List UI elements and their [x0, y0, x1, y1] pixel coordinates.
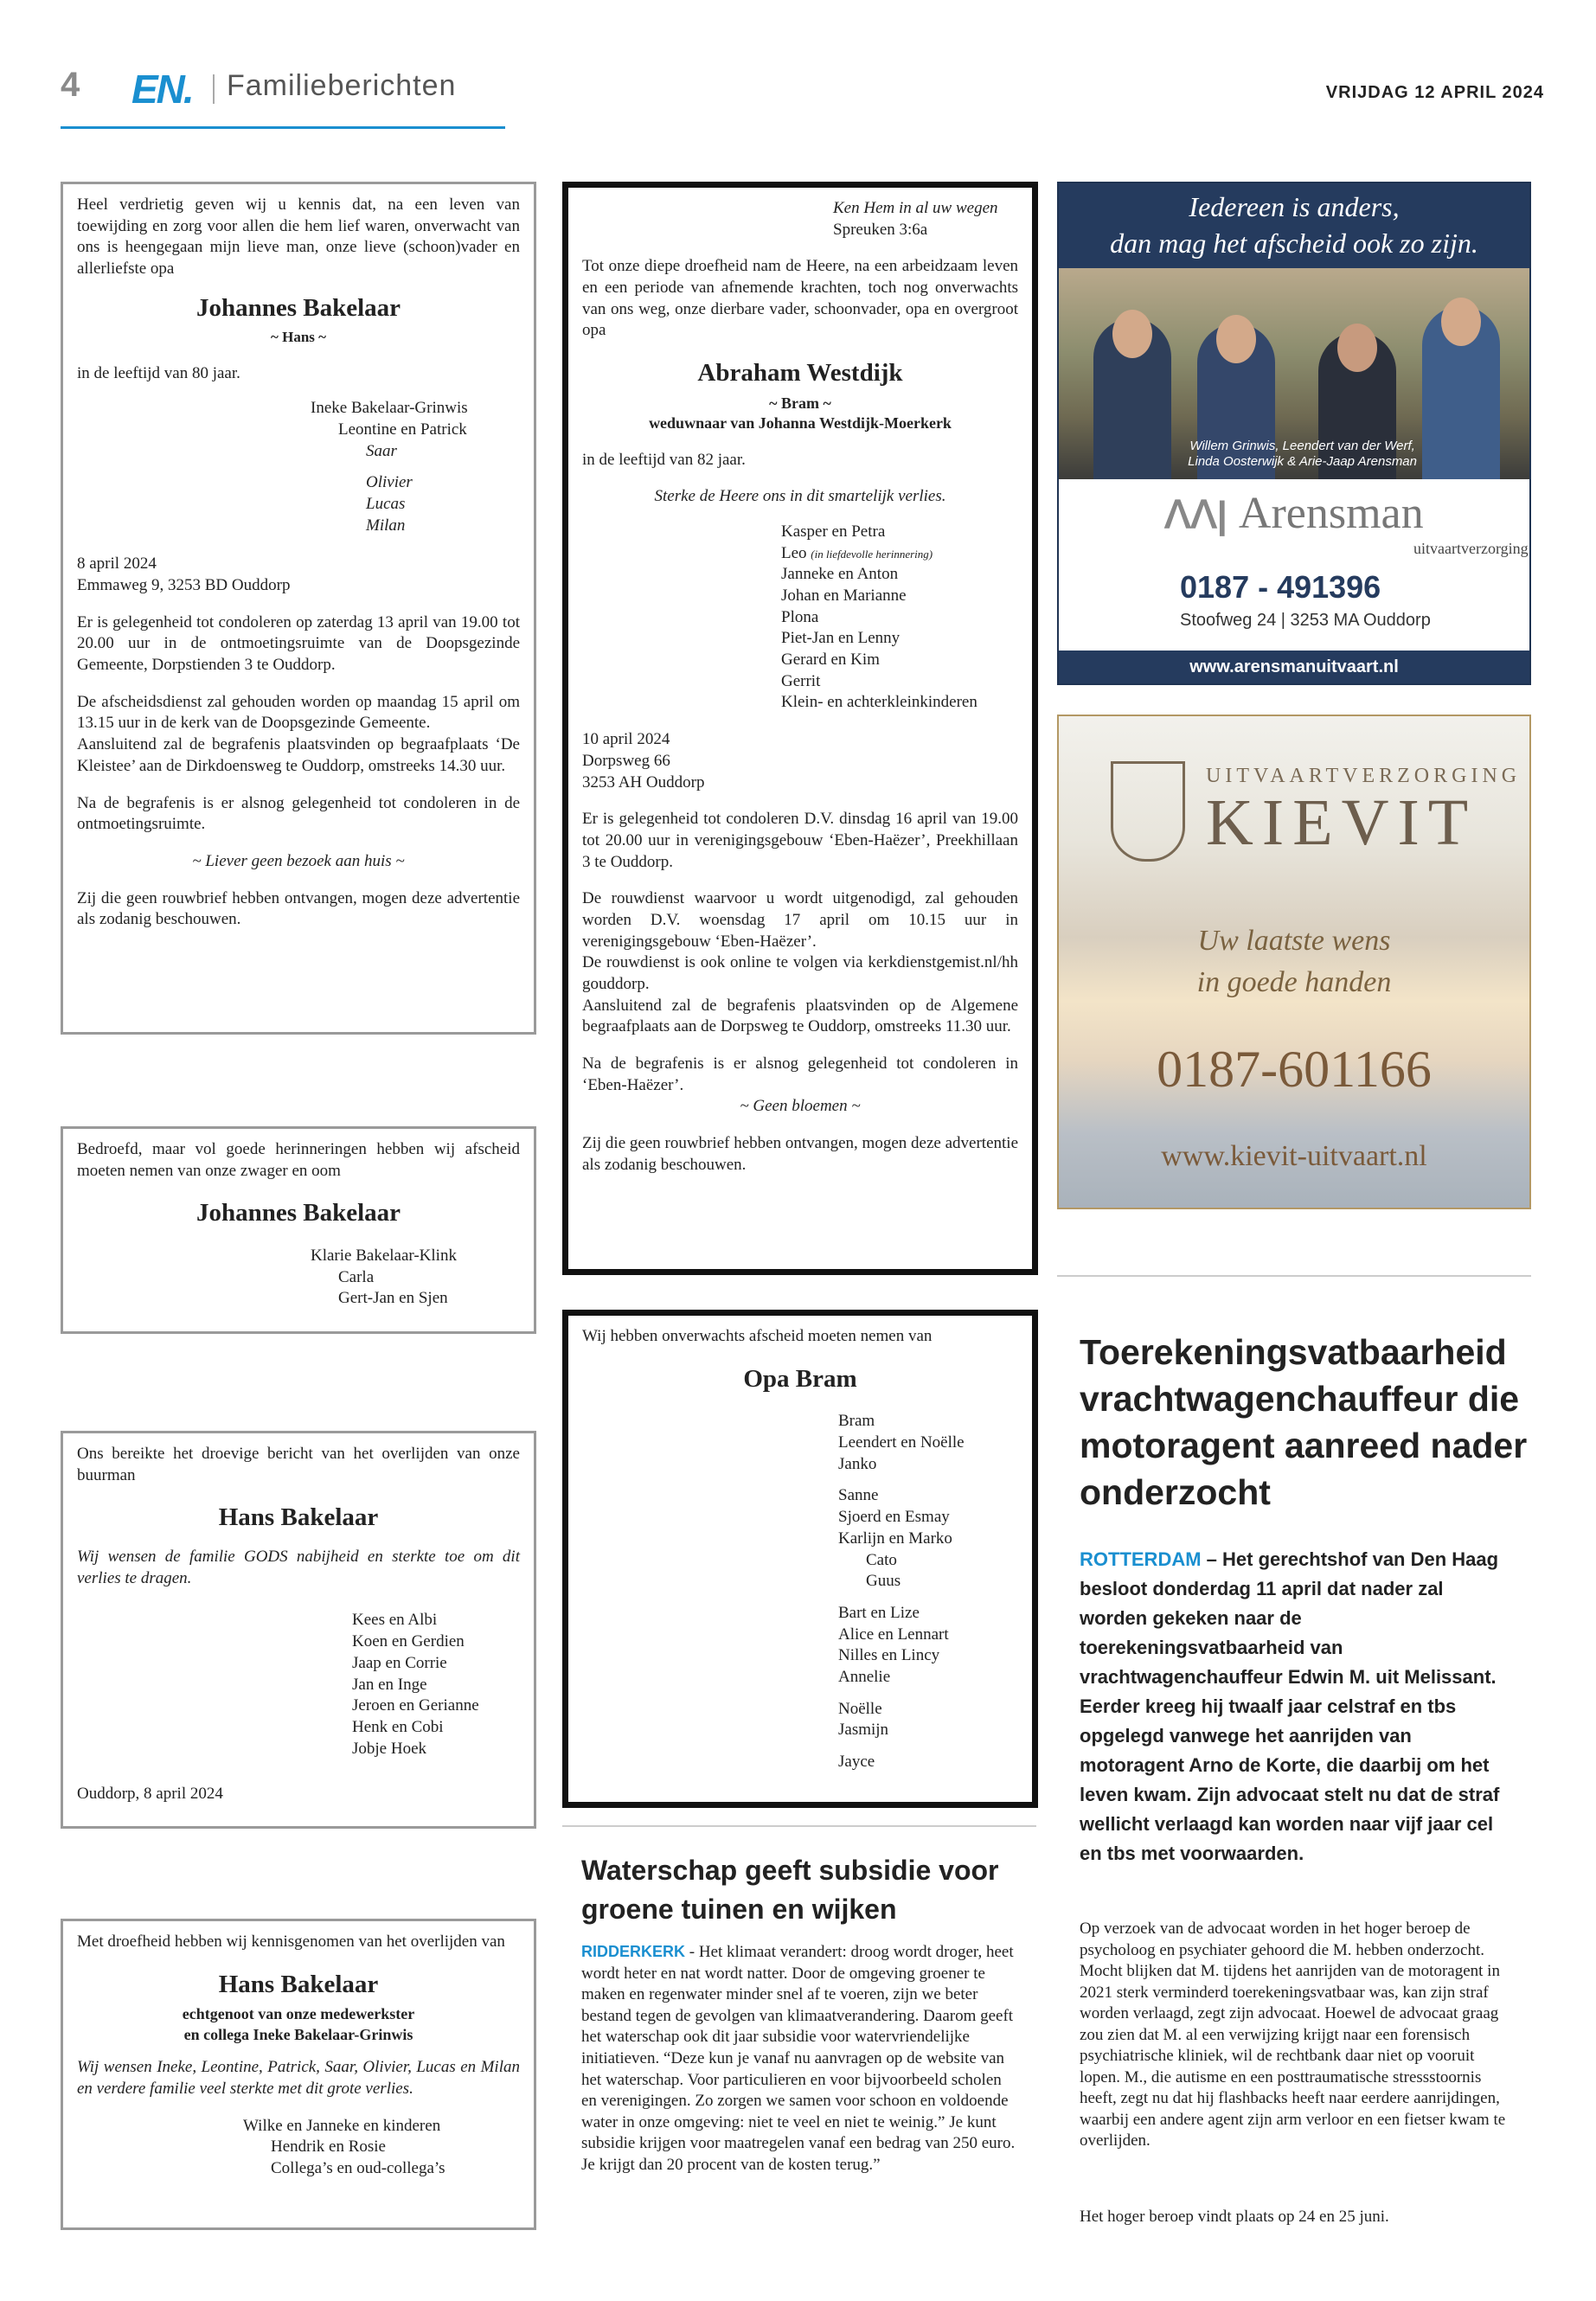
person-figure [1093, 318, 1171, 479]
grandchild: Nilles en Lincy [838, 1646, 940, 1665]
brand-name: Arensman [1238, 489, 1424, 538]
family-member: Plona [781, 607, 819, 626]
closing-note: Zij die geen rouwbrief hebben ontvangen, mogen deze advertentie als zodanig beschouwen. [582, 1134, 1018, 1174]
notice-date: 10 april 2024 [582, 730, 670, 749]
article-location: RIDDERKERK [581, 1943, 686, 1960]
article-divider [562, 1825, 1036, 1827]
deceased-nickname: ~ Bram ~ [769, 394, 831, 412]
notice-wish: Wij wensen de familie GODS nabijheid en sterkte toe om dit verlies te dragen. [77, 1548, 520, 1587]
neighbour: Kees en Albi [352, 1611, 438, 1630]
deceased-nickname: ~ Hans ~ [271, 329, 326, 346]
family-member-leo [781, 543, 1018, 565]
notice-address: Emmaweg 9, 3253 BD Ouddorp [77, 576, 291, 595]
deceased-name: Johannes Bakelaar [195, 293, 401, 322]
brand-subtitle: uitvaartverzorging [1413, 540, 1529, 557]
ad-arensman[interactable] [1057, 182, 1531, 685]
after-info: Na de begrafenis is er alsnog gelegenheid tot condoleren in ‘Eben-Haëzer’. [582, 1054, 1018, 1094]
family-list [352, 1610, 520, 1759]
grandchild: Karlijn en Marko [838, 1529, 952, 1548]
ad-website-link[interactable]: www.arensmanuitvaart.nl [1059, 651, 1529, 683]
notice-hans-bakelaar-colleagues [61, 1919, 536, 2230]
grandchild: Olivier [366, 473, 413, 492]
notice-opa-bram [562, 1310, 1038, 1808]
arensman-logo-icon: ᐱᐱ| [1164, 494, 1227, 536]
family-list [311, 398, 520, 536]
sender: Collega’s en oud-collega’s [271, 2158, 445, 2177]
deceased-widower: weduwnaar van Johanna Westdijk-Moerkerk [649, 414, 952, 433]
grandchild: Leendert en Noëlle [838, 1433, 965, 1452]
family-member: Gert-Jan en Sjen [338, 1289, 448, 1308]
article-divider [1057, 1275, 1531, 1277]
caption-line: Willem Grinwis, Leendert van der Werf, [1189, 438, 1415, 453]
ad-website-link[interactable]: www.kievit-uitvaart.nl [1161, 1140, 1427, 1172]
grandchild: Lucas [366, 494, 406, 513]
notice-street: Dorpsweg 66 [582, 751, 670, 770]
online-info: De rouwdienst is ook online te volgen via kerkdienstgemist.nl/hhgouddorp. [582, 953, 1018, 994]
notice-johannes-bakelaar-inlaws [61, 1126, 536, 1334]
family-member: Piet-Jan en Lenny [781, 629, 901, 648]
sender: Hendrik en Rosie [271, 2138, 386, 2157]
bible-reference: Spreuken 3:6a [833, 220, 928, 239]
ad-address: Stoofweg 24 | 3253 MA Ouddorp [1180, 611, 1431, 630]
family-list [781, 522, 1018, 714]
team-photo [1059, 268, 1529, 479]
burial-info: Aansluitend zal de begrafenis plaatsvinden op begraafplaats ‘De Kleistee’ aan de Dirkdoensweg te Ouddorp, omstreeks 14.30 uur. [77, 735, 520, 775]
notice-intro: Tot onze diepe droefheid nam de Heere, na een arbeidzaam leven en een periode van afnemende krachten, toch nog onverwachts van ons weg, onze dierbare vader, schoonvader, opa en overgroot opa [582, 257, 1018, 340]
page-number: 4 [61, 66, 80, 104]
deceased-age: in de leeftijd van 80 jaar. [77, 363, 240, 382]
deceased-name: Hans Bakelaar [218, 1970, 379, 1998]
place-date: Ouddorp, 8 april 2024 [77, 1785, 223, 1804]
family-member: Ineke Bakelaar-Grinwis [311, 399, 468, 418]
bible-verse: Ken Hem in al uw wegen [833, 199, 998, 217]
grandchild: Jasmijn [838, 1721, 889, 1740]
deceased-name: Johannes Bakelaar [195, 1199, 401, 1227]
ad-slogan [1059, 920, 1529, 1003]
ad-slogan [1059, 183, 1529, 268]
notice-subtitle: en collega Ineke Bakelaar-Grinwis [183, 2025, 413, 2043]
article-body: Op verzoek van de advocaat worden in het hoger beroep de psycholoog en psychiater gehoord die M. hebben onderzocht. Mocht blijken dat M. tijdens het aanrijden van de motoragent in 2021 sterk verminderd toerekeningsvatbaar was, kan zijn straf worden verlaagd, zegt zijn advocaat. Hoewel de advocaat graag zou zien dat M. al een verwijzing krijgt naar een forensisch psychiatrische kliniek, wil de rechtbank daar niet op vooruit lopen. M., die autisme en een posttraumatische stressstoornis heeft, zegt nu dat hij flashbacks heeft naar eerdere aanrijdingen, waarbij een andere agent zijn arm verloor en een fietser kwam te overlijden. [1080, 1920, 1506, 2150]
deceased-name: Abraham Westdijk [697, 359, 903, 388]
grandchild: Sjoerd en Esmay [838, 1508, 950, 1527]
great-grandchild: Cato [866, 1550, 897, 1569]
family-member: Kasper en Petra [781, 522, 886, 541]
neighbour: Jeroen en Gerianne [352, 1696, 479, 1715]
deceased-name: Opa Bram [743, 1364, 857, 1393]
service-info: De rouwdienst waarvoor u wordt uitgenodigd, zal gehouden worden D.V. woensdag 17 april om 10.15 uur in verenigingsgebouw ‘Eben-Haëzer’. [582, 889, 1018, 951]
condolence-info: Er is gelegenheid tot condoleren D.V. dinsdag 16 april van 19.00 tot 20.00 uur in verenigingsgebouw ‘Eben-Haëzer’, Preekhillaan 3 te Ouddorp. [582, 810, 1018, 871]
notice-intro: Wij hebben onverwachts afscheid moeten nemen van [582, 1327, 933, 1345]
notice-city: 3253 AH Ouddorp [582, 772, 705, 792]
newspaper-logo: EN. [131, 67, 193, 112]
condolence-info: Er is gelegenheid tot condoleren op zaterdag 13 april van 19.00 tot 20.00 uur in de ontmoetingsruimte van de Doopsgezinde Gemeente, Dorpstienden 3 te Ouddorp. [77, 612, 520, 675]
grandchild: Noëlle [838, 1699, 882, 1718]
notice-hans-bakelaar-neighbours [61, 1431, 536, 1829]
article-lead-text: – Het gerechtshof van Den Haag besloot donderdag 11 april dat nader zal worden gekeken naar de toerekeningsvatbaarheid van vrachtwagenchauffeur Edwin M. uit Melissant. Eerder kreeg hij twaalf jaar celstraf en tbs opgelegd vanwege het aanrijden van motoragent Arno de Korte, die daarbij om het leven kwam. Zijn advocaat stelt nu dat de straf wellicht verlaagd kan worden naar vijf jaar cel en tbs met voorwaarden. [1080, 1548, 1500, 1864]
family-list [243, 2116, 520, 2180]
grandchild: Alice en Lennart [838, 1625, 949, 1644]
great-grandchild: Guus [866, 1572, 901, 1591]
neighbour: Jaap en Corrie [352, 1653, 447, 1672]
notice-abraham-westdijk [562, 182, 1038, 1275]
family-member: Carla [338, 1267, 375, 1286]
closing-note: Zij die geen rouwbrief hebben ontvangen, mogen deze advertentie als zodanig beschouwen. [77, 888, 520, 929]
notice-intro: Heel verdrietig geven wij u kennis dat, na een leven van toewijding en zorg voor allen die hem lief waren, onverwacht van ons is heengegaan mijn lieve man, onze lieve (schoon)vader en allerliefste opa [77, 195, 520, 279]
notice-intro: Bedroefd, maar vol goede herinneringen hebben wij afscheid moeten nemen van onze zwager en oom [77, 1140, 520, 1180]
after-info: Na de begrafenis is er alsnog gelegenheid tot condoleren in de ontmoetingsruimte. [77, 793, 520, 834]
section-title: Familieberichten [227, 69, 457, 102]
service-info: De afscheidsdienst zal gehouden worden op maandag 15 april om 13.15 uur in de kerk van de Doopsgezinde Gemeente. [77, 692, 520, 733]
family-member: Gerrit [781, 671, 821, 690]
notice-intro: Met droefheid hebben wij kennisgenomen van het overlijden van [77, 1932, 505, 1951]
article-lead [1080, 1545, 1512, 1868]
family-member: Leontine en Patrick [338, 420, 467, 439]
ad-phone: 0187 - 491396 [1180, 569, 1381, 605]
notice-johannes-bakelaar-family [61, 182, 536, 1035]
neighbour: Henk en Cobi [352, 1717, 444, 1736]
neighbour: Jobje Hoek [352, 1739, 427, 1758]
family-member: Johan en Marianne [781, 586, 907, 606]
grandchild: Sanne [838, 1486, 879, 1505]
header-rule [61, 126, 505, 129]
photo-caption [1188, 439, 1417, 471]
neighbour: Koen en Gerdien [352, 1632, 465, 1651]
article-location: ROTTERDAM [1080, 1548, 1202, 1570]
neighbour: Jan en Inge [352, 1675, 427, 1694]
family-member: Klarie Bakelaar-Klink [311, 1247, 457, 1266]
family-list [311, 1246, 520, 1310]
ad-slogan-line: Iedereen is anders, [1189, 191, 1400, 222]
person-figure [1422, 306, 1500, 479]
visit-note: ~ Liever geen bezoek aan huis ~ [192, 851, 405, 870]
ad-slogan-line: in goede handen [1196, 966, 1392, 998]
notice-subtitle: echtgenoot van onze medewerkster [182, 2005, 415, 2023]
issue-date: VRIJDAG 12 APRIL 2024 [1325, 83, 1544, 102]
logo-divider [213, 74, 215, 104]
ad-slogan-line: dan mag het afscheid ook zo zijn. [1110, 228, 1478, 259]
grandchild: Milan [366, 516, 406, 535]
article-title: Waterschap geeft subsidie voor groene tuinen en wijken [581, 1855, 999, 1925]
memorial-note: (in liefdevolle herinnering) [811, 547, 933, 561]
notice-wish: Wij wensen Ineke, Leontine, Patrick, Saar, Olivier, Lucas en Milan en verdere familie veel sterkte met dit grote verlies. [77, 2058, 520, 2098]
ad-brand: KIEVIT [1206, 786, 1477, 859]
sender: Wilke en Janneke en kinderen [243, 2116, 441, 2135]
family-member: Janneke en Anton [781, 565, 899, 584]
article-body [581, 1941, 1021, 2176]
notice-intro: Ons bereikte het droevige bericht van het overlijden van onze buurman [77, 1445, 520, 1484]
grandchild: Bart en Lize [838, 1603, 920, 1622]
grandchild: Janko [838, 1454, 877, 1473]
ad-kievit[interactable] [1057, 715, 1531, 1209]
burial-info: Aansluitend zal de begrafenis plaatsvinden op de Algemene begraafplaats aan de Dorpsweg te Ouddorp, omstreeks 11.30 uur. [582, 996, 1018, 1036]
family-member: Gerard en Kim [781, 651, 880, 670]
deceased-name: Hans Bakelaar [218, 1503, 379, 1532]
ad-brand [1059, 488, 1529, 539]
article-title: Toerekeningsvatbaarheid vrachtwagenchauffeur die motoragent aanreed nader onderzocht [1080, 1332, 1528, 1512]
grandchild: Jayce [838, 1753, 875, 1771]
flowers-note: ~ Geen bloemen ~ [740, 1097, 861, 1116]
grandchild: Annelie [838, 1667, 891, 1686]
family-member: Klein- en achterkleinkinderen [781, 693, 977, 712]
ad-slogan-line: Uw laatste wens [1197, 925, 1391, 957]
grandchildren-list [838, 1411, 1018, 1772]
deceased-age: in de leeftijd van 82 jaar. [582, 450, 746, 469]
notice-date: 8 april 2024 [77, 554, 157, 574]
crest-icon [1111, 761, 1185, 862]
ad-phone: 0187-601166 [1157, 1041, 1432, 1098]
grandchild: Saar [366, 441, 397, 460]
article-body: Het hoger beroep vindt plaats op 24 en 25 juni. [1080, 2208, 1389, 2226]
family-member: Leo [781, 543, 807, 562]
grandchild: Bram [838, 1412, 875, 1431]
article-body-text: - Het klimaat verandert: droog wordt droger, heet wordt heter en nat wordt natter. Door de omgeving groener te maken en regenwater minder snel af te voeren, zijn we beter bestand tegen de gevolgen van klimaatverandering. Daarom geeft het waterschap ook dit jaar subsidie voor watervriendelijke initiatieven. “Deze kun je vanaf nu aanvragen op de website van het waterschap. Voor particulieren en voor bijvoorbeeld scholen en verenigingen. Zo zorgen we samen voor schoon en voldoende water in onze omgeving: niet te veel en niet te weinig.” Je kunt subsidie krijgen voor maatregelen vanaf een bedrag van 250 euro. Je krijgt dan 20 procent van de kosten terug.” [581, 1943, 1016, 2174]
prayer-line: Sterke de Heere ons in dit smartelijk verlies. [654, 487, 946, 506]
ad-top-label: UITVAARTVERZORGING [1206, 765, 1522, 787]
caption-line: Linda Oosterwijk & Arie-Jaap Arensman [1188, 454, 1417, 470]
